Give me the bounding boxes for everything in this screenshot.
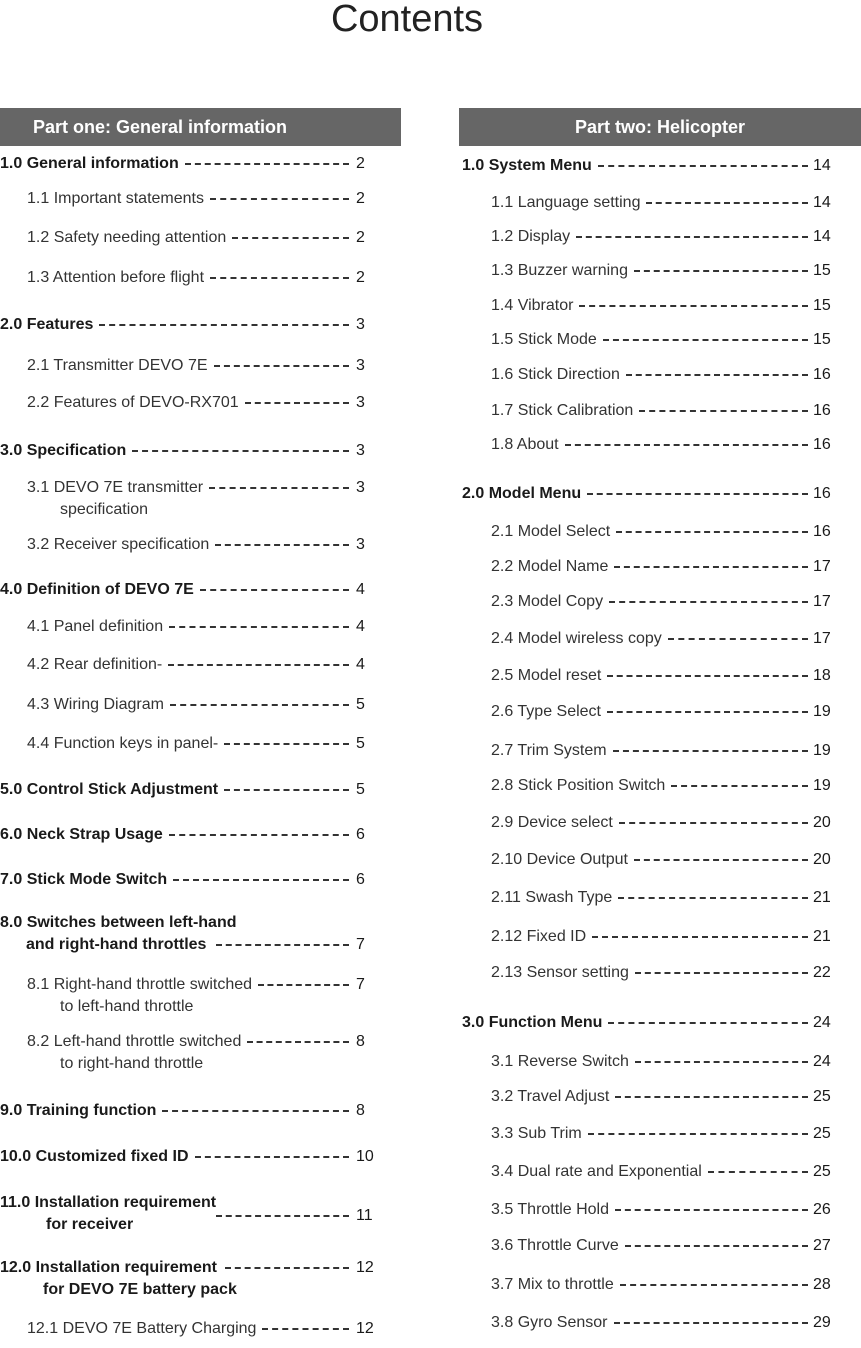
toc-entry[interactable] — [491, 1313, 843, 1337]
toc-entry[interactable] — [491, 888, 843, 912]
toc-entry-title: 3.4 Dual rate and Exponential — [491, 1163, 702, 1180]
leader-dots — [565, 444, 808, 446]
leader-dots — [216, 944, 349, 946]
toc-entry[interactable] — [491, 1236, 843, 1260]
toc-entry-page-number: 16 — [813, 523, 831, 540]
leader-dots — [224, 789, 349, 791]
toc-entry-title: 1.1 Important statements — [27, 190, 204, 207]
toc-entry[interactable] — [0, 315, 386, 339]
toc-entry-title-continued: for DEVO 7E battery pack — [43, 1281, 237, 1298]
leader-dots — [173, 879, 349, 881]
leader-dots — [185, 163, 349, 165]
toc-entry[interactable] — [27, 228, 386, 252]
toc-entry[interactable] — [27, 734, 386, 758]
leader-dots — [579, 305, 808, 307]
toc-entry-page-number: 2 — [356, 229, 365, 246]
toc-entry[interactable] — [0, 1193, 386, 1233]
toc-entry-page-number: 14 — [813, 228, 831, 245]
toc-entry[interactable] — [491, 741, 843, 765]
toc-entry[interactable] — [27, 655, 386, 679]
leader-dots — [215, 544, 349, 546]
toc-entry[interactable] — [0, 870, 386, 894]
leader-dots — [646, 202, 808, 204]
toc-entry[interactable] — [0, 913, 386, 953]
toc-entry[interactable] — [491, 666, 843, 690]
toc-entry-page-number: 3 — [356, 357, 365, 374]
toc-entry-title: 4.2 Rear definition- — [27, 656, 163, 673]
toc-entry-page-number: 19 — [813, 742, 831, 759]
toc-entry[interactable] — [491, 927, 843, 951]
toc-entry-page-number: 6 — [356, 871, 365, 888]
toc-entry-title: 3.3 Sub Trim — [491, 1125, 582, 1142]
toc-entry-title: 2.6 Type Select — [491, 703, 601, 720]
toc-entry-page-number: 18 — [813, 667, 831, 684]
toc-entry-title: 1.0 General information — [0, 155, 179, 172]
toc-entry-page-number: 14 — [813, 194, 831, 211]
toc-entry[interactable] — [491, 963, 843, 987]
toc-entry-title: 2.12 Fixed ID — [491, 928, 587, 945]
toc-entry-title: 7.0 Stick Mode Switch — [0, 871, 168, 888]
toc-entry-title: 2.11 Swash Type — [491, 889, 613, 906]
toc-entry-title: 2.0 Features — [0, 316, 94, 333]
toc-entry[interactable] — [27, 189, 386, 213]
toc-entry[interactable] — [27, 1319, 386, 1343]
toc-entry[interactable] — [0, 580, 386, 604]
toc-entry-title: 1.2 Display — [491, 228, 571, 245]
toc-entry-title-continued: and right-hand throttles — [26, 936, 207, 953]
leader-dots — [576, 236, 808, 238]
leader-dots — [99, 324, 349, 326]
leader-dots — [634, 859, 808, 861]
toc-entry[interactable] — [491, 813, 843, 837]
toc-entry-title: 1.3 Buzzer warning — [491, 262, 628, 279]
toc-entry[interactable] — [491, 702, 843, 726]
toc-entry-page-number: 21 — [813, 928, 831, 945]
toc-entry-title: 2.2 Features of DEVO-RX701 — [27, 394, 239, 411]
toc-entry-title: 2.4 Model wireless copy — [491, 630, 662, 647]
toc-entry-page-number: 2 — [356, 155, 365, 172]
toc-entry[interactable] — [491, 193, 843, 217]
leader-dots — [262, 1328, 349, 1330]
toc-entry[interactable] — [0, 154, 386, 178]
toc-entry[interactable] — [0, 780, 386, 804]
toc-entry-title: 2.8 Stick Position Switch — [491, 777, 666, 794]
toc-entry-page-number: 12 — [356, 1320, 374, 1337]
toc-entry-page-number: 22 — [813, 964, 831, 981]
toc-entry-page-number: 3 — [356, 316, 365, 333]
leader-dots — [169, 626, 349, 628]
toc-entry[interactable] — [27, 535, 386, 559]
toc-entry[interactable] — [491, 365, 843, 389]
toc-entry[interactable] — [491, 401, 843, 425]
leader-dots — [225, 1267, 349, 1269]
leader-dots — [170, 704, 349, 706]
leader-dots — [245, 402, 349, 404]
toc-entry[interactable] — [491, 227, 843, 251]
toc-entry-title: 1.2 Safety needing attention — [27, 229, 227, 246]
toc-entry-title: 9.0 Training function — [0, 1102, 157, 1119]
toc-entry-title-continued: to right-hand throttle — [60, 1055, 204, 1072]
toc-entry-title: 3.0 Function Menu — [462, 1014, 603, 1031]
toc-entry-title: 1.4 Vibrator — [491, 297, 574, 314]
toc-entry-title: 2.7 Trim System — [491, 742, 607, 759]
leader-dots — [214, 365, 349, 367]
toc-entry-page-number: 29 — [813, 1314, 831, 1331]
toc-entry-title: 4.4 Function keys in panel- — [27, 735, 219, 752]
toc-entry-title: 1.3 Attention before flight — [27, 269, 205, 286]
toc-entry-title: 2.2 Model Name — [491, 558, 609, 575]
toc-entry-page-number: 5 — [356, 781, 365, 798]
toc-entry-page-number: 8 — [356, 1033, 365, 1050]
toc-entry[interactable] — [27, 478, 386, 518]
leader-dots — [618, 897, 808, 899]
toc-entry[interactable] — [491, 850, 843, 874]
toc-entry[interactable] — [27, 1032, 386, 1072]
toc-entry-title: 1.7 Stick Calibration — [491, 402, 634, 419]
toc-entry-page-number: 17 — [813, 630, 831, 647]
toc-entry[interactable] — [27, 975, 386, 1015]
toc-entry-page-number: 15 — [813, 331, 831, 348]
toc-entry-title: 3.1 DEVO 7E transmitter — [27, 479, 204, 496]
toc-entry-title-continued: to left-hand throttle — [60, 998, 194, 1015]
toc-entry[interactable] — [491, 261, 843, 285]
toc-entry-title: 1.1 Language setting — [491, 194, 641, 211]
part-two-header-label: Part two: Helicopter — [574, 117, 746, 137]
toc-entry-page-number: 15 — [813, 297, 831, 314]
leader-dots — [626, 374, 808, 376]
toc-entry-title: 4.0 Definition of DEVO 7E — [0, 581, 194, 598]
toc-entry-title: 1.8 About — [491, 436, 559, 453]
toc-entry-page-number: 3 — [356, 536, 365, 553]
toc-entry-title: 3.2 Receiver specification — [27, 536, 210, 553]
toc-entry-page-number: 2 — [356, 190, 365, 207]
toc-entry-title-continued: for receiver — [46, 1216, 134, 1233]
leader-dots — [588, 1133, 808, 1135]
toc-entry-page-number: 28 — [813, 1276, 831, 1293]
toc-entry-page-number: 8 — [356, 1102, 365, 1119]
toc-entry[interactable] — [0, 825, 386, 849]
toc-entry[interactable] — [27, 356, 386, 380]
toc-entry-page-number: 24 — [813, 1014, 831, 1031]
page-title: Contents — [330, 0, 484, 40]
toc-entry-page-number: 17 — [813, 558, 831, 575]
toc-entry-page-number: 5 — [356, 696, 365, 713]
toc-entry[interactable] — [0, 1258, 386, 1298]
leader-dots — [708, 1171, 808, 1173]
toc-entry[interactable] — [491, 1052, 843, 1076]
toc-entry[interactable] — [491, 592, 843, 616]
leader-dots — [671, 785, 808, 787]
toc-entry-page-number: 14 — [813, 157, 831, 174]
toc-entry-title: 5.0 Control Stick Adjustment — [0, 781, 219, 798]
toc-entry-page-number: 12 — [356, 1259, 374, 1276]
toc-entry-title: 4.1 Panel definition — [27, 618, 164, 635]
toc-entry-page-number: 16 — [813, 436, 831, 453]
toc-entry-title: 2.1 Transmitter DEVO 7E — [27, 357, 208, 374]
toc-entry-page-number: 20 — [813, 851, 831, 868]
toc-entry-page-number: 25 — [813, 1088, 831, 1105]
toc-entry-title: 2.9 Device select — [491, 814, 613, 831]
toc-entry[interactable] — [491, 330, 843, 354]
toc-entry-page-number: 2 — [356, 269, 365, 286]
leader-dots — [619, 822, 808, 824]
leader-dots — [587, 493, 808, 495]
toc-entry-title: 3.5 Throttle Hold — [491, 1201, 609, 1218]
toc-entry-title: 2.1 Model Select — [491, 523, 611, 540]
toc-entry[interactable] — [462, 1013, 843, 1037]
leader-dots — [258, 984, 349, 986]
leader-dots — [232, 237, 349, 239]
toc-entry[interactable] — [491, 1200, 843, 1224]
toc-entry-title: 1.0 System Menu — [462, 157, 592, 174]
toc-entry[interactable] — [491, 629, 843, 653]
toc-entry-page-number: 16 — [813, 366, 831, 383]
leader-dots — [195, 1156, 350, 1158]
toc-entry-page-number: 11 — [356, 1207, 373, 1224]
leader-dots — [615, 1209, 808, 1211]
toc-entry-title: 2.5 Model reset — [491, 667, 602, 684]
leader-dots — [639, 410, 808, 412]
toc-entry-title: 3.7 Mix to throttle — [491, 1276, 614, 1293]
toc-entry-title: 3.8 Gyro Sensor — [491, 1314, 608, 1331]
toc-entry-page-number: 3 — [356, 479, 365, 496]
toc-entry-page-number: 25 — [813, 1163, 831, 1180]
leader-dots — [607, 675, 808, 677]
toc-entry-title: 3.1 Reverse Switch — [491, 1053, 629, 1070]
toc-entry-title: 8.1 Right-hand throttle switched — [27, 976, 253, 993]
toc-entry[interactable] — [27, 393, 386, 417]
toc-entry-title: 3.6 Throttle Curve — [491, 1237, 619, 1254]
toc-entry-title: 2.13 Sensor setting — [491, 964, 629, 981]
leader-dots — [168, 664, 349, 666]
toc-entry-title: 1.5 Stick Mode — [491, 331, 597, 348]
toc-entry-title: 10.0 Customized fixed ID — [0, 1148, 189, 1165]
toc-entry[interactable] — [491, 557, 843, 581]
toc-entry-title: 11.0 Installation requirement — [0, 1194, 217, 1211]
toc-entry-title: 3.0 Specification — [0, 442, 127, 459]
leader-dots — [668, 638, 808, 640]
part-one-header-label: Part one: General information — [33, 117, 288, 137]
toc-entry-title: 4.3 Wiring Diagram — [27, 696, 164, 713]
toc-entry[interactable] — [462, 484, 843, 508]
toc-entry-title: 3.2 Travel Adjust — [491, 1088, 610, 1105]
leader-dots — [634, 270, 808, 272]
leader-dots — [613, 750, 808, 752]
toc-entry[interactable] — [491, 522, 843, 546]
leader-dots — [615, 1096, 808, 1098]
toc-entry-page-number: 26 — [813, 1201, 831, 1218]
toc-entry-page-number: 15 — [813, 262, 831, 279]
toc-entry-page-number: 4 — [356, 656, 365, 673]
toc-entry-page-number: 3 — [356, 394, 365, 411]
toc-entry-title: 8.0 Switches between left-hand — [0, 914, 237, 931]
toc-entry[interactable] — [0, 441, 386, 465]
leader-dots — [614, 566, 808, 568]
leader-dots — [210, 198, 349, 200]
toc-entry[interactable] — [27, 268, 386, 292]
toc-entry[interactable] — [491, 1162, 843, 1186]
leader-dots — [132, 450, 349, 452]
toc-entry-page-number: 21 — [813, 889, 831, 906]
toc-entry[interactable] — [462, 156, 843, 180]
leader-dots — [598, 165, 808, 167]
toc-entry-title: 1.6 Stick Direction — [491, 366, 620, 383]
toc-entry-page-number: 20 — [813, 814, 831, 831]
toc-entry-page-number: 19 — [813, 777, 831, 794]
leader-dots — [609, 601, 808, 603]
leader-dots — [209, 487, 349, 489]
toc-entry-page-number: 27 — [813, 1237, 831, 1254]
toc-entry[interactable] — [0, 1101, 386, 1125]
toc-entry-title: 8.2 Left-hand throttle switched — [27, 1033, 242, 1050]
leader-dots — [216, 1215, 349, 1217]
toc-entry-page-number: 3 — [356, 442, 365, 459]
toc-entry-page-number: 4 — [356, 618, 365, 635]
leader-dots — [247, 1041, 349, 1043]
toc-entry[interactable] — [27, 695, 386, 719]
toc-entry-page-number: 6 — [356, 826, 365, 843]
leader-dots — [625, 1245, 808, 1247]
toc-entry[interactable] — [491, 1087, 843, 1111]
leader-dots — [635, 972, 808, 974]
toc-entry-title: 12.1 DEVO 7E Battery Charging — [27, 1320, 257, 1337]
toc-entry-page-number: 25 — [813, 1125, 831, 1142]
leader-dots — [592, 936, 808, 938]
leader-dots — [608, 1022, 808, 1024]
toc-entry-page-number: 4 — [356, 581, 365, 598]
toc-entry[interactable] — [491, 435, 843, 459]
leader-dots — [614, 1322, 809, 1324]
leader-dots — [169, 834, 349, 836]
leader-dots — [620, 1284, 808, 1286]
leader-dots — [200, 589, 349, 591]
leader-dots — [607, 711, 808, 713]
toc-entry-page-number: 24 — [813, 1053, 831, 1070]
toc-entry[interactable] — [27, 617, 386, 641]
toc-entry[interactable] — [0, 1147, 386, 1171]
part-one-header — [0, 108, 401, 146]
toc-entry-title: 2.10 Device Output — [491, 851, 628, 868]
toc-entry-title: 2.0 Model Menu — [462, 485, 582, 502]
leader-dots — [603, 339, 808, 341]
toc-entry[interactable] — [491, 1275, 843, 1299]
leader-dots — [635, 1061, 808, 1063]
toc-entry-page-number: 10 — [356, 1148, 374, 1165]
leader-dots — [224, 743, 349, 745]
toc-entry-title: 6.0 Neck Strap Usage — [0, 826, 163, 843]
toc-entry-page-number: 19 — [813, 703, 831, 720]
toc-entry-title-continued: specification — [60, 501, 149, 518]
toc-entry[interactable] — [491, 776, 843, 800]
toc-entry-title: 12.0 Installation requirement — [0, 1259, 217, 1276]
leader-dots — [616, 531, 808, 533]
toc-entry-page-number: 7 — [356, 976, 365, 993]
toc-entry-title: 2.3 Model Copy — [491, 593, 604, 610]
toc-entry[interactable] — [491, 1124, 843, 1148]
part-two-header — [459, 108, 861, 146]
toc-entry-page-number: 17 — [813, 593, 831, 610]
toc-entry-page-number: 5 — [356, 735, 365, 752]
leader-dots — [210, 277, 349, 279]
toc-entry-page-number: 16 — [813, 485, 831, 502]
leader-dots — [162, 1110, 349, 1112]
toc-entry-page-number: 7 — [356, 936, 365, 953]
toc-entry[interactable] — [491, 296, 843, 320]
toc-entry-page-number: 16 — [813, 402, 831, 419]
